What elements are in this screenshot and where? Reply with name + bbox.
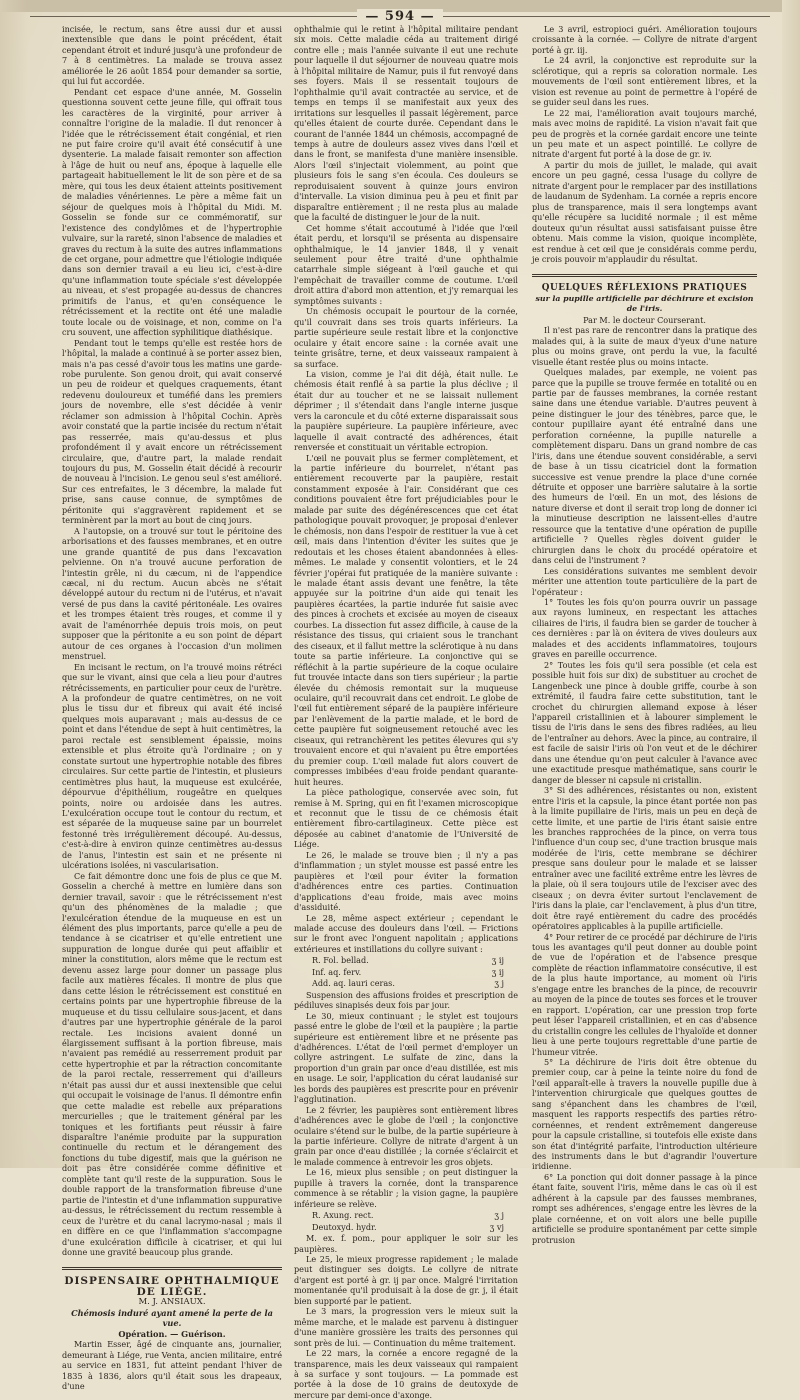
paragraph: Un chémosis occupait le pourtour de la cornée, qu'il couvrait dans ses trois quarts inférieurs. La partie supérieure seule restait libre et la conjonctive oculaire y était encore saine : la cornée avait une teinte grisâtre, terne, et deux vaisseaux rampaient à sa surface. bbox=[294, 306, 518, 369]
paragraph: 6° La ponction qui doit donner passage à la pince étant faite, souvent l'iris, même dans le cas où il est adhérent à la capsule par des fausses membranes, rompt ses adhérences, s'engage entre les lèvres de la plaie cornéenne, et on voit alors une belle pupille artificielle se produire spontanément par cette simple protrusion bbox=[532, 1171, 757, 1245]
paragraph: La vision, comme je l'ai dit déjà, était nulle. Le chémosis était renflé à sa partie la plus déclive ; il était dur au toucher et ne se laissait nullement déprimer ; il s'étendait dans l'angle interne jusque vers la caroncule et du côté externe disparaissait sous la paupière supérieure. La paupière inférieure, avec laquelle il avait contracté des adhérences, était renversée et constituait un véritable ectropion. bbox=[294, 368, 518, 453]
paragraph: M. ex. f. pom., pour appliquer le soir sur les paupières. bbox=[294, 1233, 518, 1254]
paragraph: La pièce pathologique, conservée avec soin, fut remise à M. Spring, qui en fit l'examen microscopique et reconnut que le tissu de ce chémosis était entièrement fibro-cartilagineux. Cette pièce est déposée au cabinet d'anatomie de l'Université de Liége. bbox=[294, 787, 518, 850]
paragraph: Quelques malades, par exemple, ne voient pas parce que la pupille se trouve fermée en totalité ou en partie par de fausses membranes, la cornée restant saine dans une étendue variable. D'autres peuvent à peine distinguer le jour des ténèbres, parce que, le contour pupillaire ayant été entraîné dans une perforation cornéenne, la pupille naturelle a complètement disparu. Dans un grand nombre de cas l'iris, dans une étendue souvent considérable, a servi de base à un tissu cicatriciel dont la formation successive est venue prendre la place d'une cornée détruite et opposer une barrière salutaire à la sortie des humeurs de l'œil. En un mot, des lésions de nature diverse et dont il serait trop long de donner ici la minutieuse description ne laissent-elles d'autre ressource que la tentative d'une opération de pupille artificielle ? Quelles règles doivent guider le chirurgien dans le choix du procédé opératoire et dans celui de l'instrument ? bbox=[532, 367, 757, 566]
section-divider bbox=[62, 1267, 282, 1270]
paragraph: Il n'est pas rare de rencontrer dans la pratique des malades qui, à la suite de maux d'yeux d'une nature plus ou moins grave, ont perdu la vue, la faculté visuelle étant restée plus ou moins intacte. bbox=[532, 325, 757, 367]
prescription-line: Inf. aq. ferv. ʒ ij bbox=[312, 966, 504, 977]
paragraph: Le 2 février, les paupières sont entièrement libres d'adhérences avec le globe de l'œil ; la conjonctive oculaire s'étend sur le bulbe, de la partie supérieure à la partie inférieure. Collyre de nitrate d'argent à un grain par once d'eau distillée ; la cornée s'éclaircit et le malade commence à entrevoir les gros objets. bbox=[294, 1104, 518, 1167]
paragraph: L'œil ne pouvait plus se fermer complètement, et la partie inférieure du bourrelet, n'étant pas entièrement recouverte par la paupière, restait constamment exposée à l'air. Considérant que ces conditions pouvaient être fort préjudiciables pour le malade par suite des dégénérescences que cet état pathologique pouvait provoquer, je proposai d'enlever le chémosis, non dans l'espoir de restituer la vue à cet œil, mais dans l'intention d'éviter les suites que je redoutais et les choses étaient abandonnées à elles-mêmes. Le malade y consentit volontiers, et le 24 février j'opérai fut pratiquée de la manière suivante : le malade étant assis devant une fenêtre, la tête appuyée sur la poitrine d'un aide qui tenait les paupières écartées, la partie indurée fut saisie avec des pinces à crochets et excisée au moyen de ciseaux courbes. La dissection fut assez difficile, à cause de la résistance des tissus, qui criaient sous le tranchant des ciseaux, et il fallut mettre la sclérotique à nu dans toute sa partie inférieure. La conjonctive qui se réfléchit à la partie supérieure de la coque oculaire fut trouvée intacte dans son tiers supérieur ; la partie élevée du chémosis remontait sur la muqueuse oculaire, qu'il recouvrait dans cet endroit. Le globe de l'œil fut entièrement séparé de la paupière inférieure par l'enlèvement de la partie malade, et le bord de cette paupière fut soigneusement retouché avec les ciseaux, qui retranchèrent les petites élevures qui s'y trouvaient encore et qui n'avaient pu être emportées du premier coup. L'œil malade fut alors couvert de compresses imbibées d'eau froide pendant quarante-huit heures. bbox=[294, 452, 518, 787]
section-author: M. J. ANSIAUX. bbox=[138, 1297, 206, 1308]
column-3 bbox=[532, 24, 758, 1245]
paragraph: ophthalmie qui le retint à l'hôpital militaire pendant six mois. Cette maladie céda au traitement dirigé contre elle ; mais l'année suivante il eut une rechute pour laquelle il dut séjourner de nouveau quatre mois à l'hôpital militaire de Namur, puis il fut renvoyé dans ses foyers. Mais il se ressentait toujours de l'ophthalmie qu'il avait contractée au service, et de temps en temps il se manifestait aux yeux des irritations sur lesquelles il passait légèrement, parce qu'elles étaient de courte durée. Cependant dans le courant de l'année 1844 un chémosis, accompagné de temps à autre de douleurs assez vives dans l'œil et dans le front, se manifesta d'une manière insensible. Alors l'œil s'injectait violemment, au point que plusieurs fois le sang s'en écoula. Ces douleurs se reproduisaient souvent à quinze jours environ d'intervalle. La vision diminua peu à peu et finit par disparaître entièrement ; il ne resta plus au malade que la faculté de distinguer le jour de la nuit. bbox=[294, 24, 518, 223]
paragraph: Le 3 avril, estropioci guéri. Amélioration toujours croissante à la cornée. — Collyre de nitrate d'argent porté à gr. iij. bbox=[532, 24, 757, 55]
binding-shadow bbox=[0, 0, 28, 1168]
section-divider bbox=[532, 274, 757, 277]
prescription-line: Deutoxyd. hydr. ʒ vj bbox=[312, 1221, 504, 1232]
paragraph: Pendant tout le temps qu'elle est restée hors de l'hôpital, la malade a continué à se porter assez bien, mais n'a pas cessé d'avoir tous les matins une garde-robe purulente. Son genou droit, qui avait conservé un peu de roideur et quelques craquements, étant redevenu douloureux et tuméfié dans les premiers jours de novembre, elle s'est décidée à venir réclamer son admission à l'hôpital Cochin. Après avoir constaté que la partie incisée du rectum n'était pas resserrée, mais qu'au-dessus et plus profondément il y avait encore un rétrécissement circulaire, que, d'autre part, la malade rendait toujours du pus, M. Gosselin était décidé à recourir de nouveau à l'incision. Le genou seul s'est amélioré. Sur ces entrefaites, le 3 décembre, la malade fut prise, sans cause connue, de symptômes de péritonite qui s'aggravèrent rapidement et se terminèrent par la mort au bout de cinq jours. bbox=[62, 337, 282, 526]
column-1 bbox=[62, 24, 282, 1391]
paragraph: Les considérations suivantes me semblent devoir mériter une attention toute particulière de la part de l'opérateur : bbox=[532, 565, 757, 597]
section-subtitle: sur la pupille artificielle par déchirure et excision de l'iris. bbox=[535, 293, 754, 314]
paragraph: Le 22 mars, la cornée a encore regagné de la transparence, mais les deux vaisseaux qui rampaient à sa surface y sont toujours. — La pommade est portée à la dose de 10 grains de deutoxyde de mercure par demi-once d'axonge. bbox=[294, 1348, 518, 1400]
column-2 bbox=[294, 24, 518, 1400]
paragraph: En incisant le rectum, on l'a trouvé moins rétréci que sur le vivant, ainsi que cela a lieu pour d'autres rétrécissements, en particulier pour ceux de l'urètre. A la profondeur de quatre centimètres, on ne voit plus le tissu dur et fibreux qui avait été incisé quelques mois auparavant ; mais au-dessus de ce point et dans l'étendue de sept à huit centimètres, la paroi rectale est sensiblement épaissie, moins extensible et plus étroite qu'à l'ordinaire ; on y constate surtout une hypertrophie notable des fibres circulaires. Sur cette partie de l'intestin, et plusieurs centimètres plus haut, la muqueuse est exulcérée, dépourvue d'épithélium, rougeâtre en quelques points, noire ou ardoisée dans les autres. L'exulcération occupe tout le contour du rectum, et est séparée de la muqueuse saine par un bourrelet festonné très irrégulièrement découpé. Au-dessus, c'est-à-dire à environ quinze centimètres au-dessus de l'anus, l'intestin est sain et ne présente ni ulcérations isolées, ni vascularisation. bbox=[62, 661, 282, 871]
paragraph: Le 22 mai, l'amélioration avait toujours marché, mais avec moins de rapidité. La vision n'avait fait que peu de progrès et la cornée gardait encore une teinte un peu mate et un aspect pointillé. Le collyre de nitrate d'argent fut porté à la dose de gr. iv. bbox=[532, 107, 757, 160]
paragraph: 5° La déchirure de l'iris doit être obtenue du premier coup, car à peine la teinte noire du fond de l'œil apparaît-elle à travers la nouvelle pupille due à l'intervention chirurgicale que quelques gouttes de sang s'épanchent dans les chambres de l'œil, masquent les rapports respectifs des parties rétro-cornéennes, et rendent extrêmement dangereuse pour la capsule cristalline, si toutefois elle existe dans son état d'intégrité parfaite, l'introduction ultérieure des instruments dans le but d'agrandir l'ouverture iridienne. bbox=[532, 1056, 757, 1172]
section-title: DISPENSAIRE OPHTHALMIQUE DE LIÈGE. bbox=[64, 1275, 280, 1298]
paragraph: A l'autopsie, on a trouvé sur tout le péritoine des arborisations et des fausses membranes, et en outre une grande quantité de pus dans l'excavation pelvienne. On n'a trouvé aucune perforation de l'intestin grêle, ni du cæcum, ni de l'appendice cæcal, ni du rectum. Aucun abcès ne s'était développé autour du rectum ni de l'utérus, et n'avait versé de pus dans la cavité péritonéale. Les ovaires et les trompes étaient très rouges, et comme il y avait de l'aménorrhée depuis trois mois, on peut supposer que la péritonite a eu son point de départ autour de ces organes à l'occasion d'un molimen menstruel. bbox=[62, 525, 282, 662]
paragraph: Le 3 mars, la progression vers le mieux suit la même marche, et le malade est parvenu à distinguer d'une manière grossière les traits des personnes qui sont près de lui. — Continuation du même traitement. bbox=[294, 1306, 518, 1348]
prescription-line: R. Axung. rect. ʒ j bbox=[312, 1210, 504, 1221]
paragraph: Le 28, même aspect extérieur ; cependant le malade accuse des douleurs dans l'œil. — Frictions sur le front avec l'onguent napolitain ; applications extérieures et instillations du collyre suivant : bbox=[294, 912, 518, 954]
paragraph: 3° Si des adhérences, résistantes ou non, existent entre l'iris et la capsule, la pince étant portée non pas à la limite pupillaire de l'iris, mais un peu en deçà de cette limite, et une partie de l'iris étant saisie entre les branches rapprochées de la pince, on verra tous l'influence d'un coup sec, d'une traction brusque mais modérée de l'iris, cette membrane se déchirer presque sans douleur pour le malade et se laisser entraîner avec une facilité extrême entre les lèvres de la plaie, où il sera toujours utile de l'exciser avec des ciseaux ; on devra éviter surtout l'enclavement de l'iris dans la plaie, car l'enclavement, à plus d'un titre, doit être rayé entièrement du cadre des procédés opératoires applicables à la pupille artificielle. bbox=[532, 785, 757, 932]
prescription-line: R. Fol. bellad. ʒ ij bbox=[312, 955, 504, 966]
paragraph: Ce fait démontre donc une fois de plus ce que M. Gosselin a cherché à mettre en lumière dans son dernier travail, savoir : que le rétrécissement n'est qu'un des phénomènes de la maladie ; que l'exulcération étendue de la muqueuse en est un élément des plus importants, parce qu'elle a peu de tendance à se cicatriser et qu'elle entretient une suppuration de longue durée qui peut affaiblir et miner la constitution, alors même que le rectum est devenu assez large pour donner un passage plus facile aux matières fécales. Il montre de plus que dans cette lésion le rétrécissement est constitué en certains points par une hypertrophie fibreuse de la muqueuse et du tissu cellulaire sous-jacent, et dans d'autres par une hypertrophie générale de la paroi rectale. Les incisions avaient donné un élargissement suffisant à la portion fibreuse, mais n'avaient pas remédié au resserrement produit par cette hypertrophie et par la rétraction concomitante de la paroi rectale, resserrement qui d'ailleurs n'était pas aussi dur et aussi inextensible que celui qui occupait le voisinage de l'anus. Il démontre enfin que cette maladie est rebelle aux préparations mercurielles ; que le traitement général par les toniques et les fortifiants peut réussir à faire disparaître l'anémie produite par la suppuration continuelle du rectum et le dérangement des fonctions du tube digestif, mais que la guérison ne doit pas être considérée comme définitive et complète tant qu'il reste de la suppuration. Sous le double rapport de la transformation fibreuse d'une partie de l'intestin et d'une inflammation suppurative au-dessus, le rétrécissement du rectum ressemble à ceux de l'urètre et du canal lacrymo-nasal ; mais il en diffère en ce que l'inflammation s'accompagne d'une exulcération difficile à cicatriser, et qui lui donne une gravité beaucoup plus grande. bbox=[62, 870, 282, 1258]
paragraph: 2° Toutes les fois qu'il sera possible (et cela est possible huit fois sur dix) de substituer au crochet de Langenbeck une pince à double griffe, courbe à son extrémité, il faudra faire cette substitution, tant le crochet du chirurgien allemand expose à léser l'appareil cristallinien et à labourer simplement le tissu de l'iris dans le sens des fibres radiées, au lieu de l'entraîner au dehors. Avec la pince, au contraire, il est facile de saisir l'iris où l'on veut et de le déchirer dans une étendue qu'on peut calculer à l'avance avec une exactitude presque mathématique, sans courir le danger de blesser ni capsule ni cristallin. bbox=[532, 659, 757, 785]
right-page-edge bbox=[782, 0, 800, 1168]
paragraph: Le 24 avril, la conjonctive est reproduite sur la sclérotique, qui a repris sa coloration normale. Les mouvements de l'œil sont entièrement libres, et la vision est revenue au point de permettre à l'opéré de se guider seul dans les rues. bbox=[532, 55, 757, 108]
paragraph: Pendant cet espace d'une année, M. Gosselin questionna souvent cette jeune fille, qui offrait tous les caractères de la virginité, pour arriver à connaître l'origine de la maladie. Il dut renoncer à l'idée que le rétrécissement était congénial, et rien ne put faire croire qu'il avait été consécutif à une dysenterie. La malade faisait remonter son affection à l'âge de huit ou neuf ans, époque à laquelle elle partageait habituellement le lit de son père et de sa mère, qui tous les deux étaient atteints positivement de maladies vénériennes. Le père a même fait un séjour de quelques mois à l'hôpital du Midi. M. Gosselin se fonde sur ce commémoratif, sur l'existence des condylômes et de l'hypertrophie vulvaire, sur la rareté, sinon l'absence de maladies et graves du rectum à la suite des autres inflammations de cet organe, pour admettre que l'étiologie indiquée dans son dernier travail a eu lieu ici, c'est-à-dire qu'une inflammation toute spéciale s'est développée au niveau, et s'est propagée au-dessus de chancres primitifs de l'anus, et qu'en conséquence le rétrécissement et la rectite ont été une maladie toute locale ou de voisinage, et non, comme on l'a cru souvent, une affection syphilitique diathésique. bbox=[62, 86, 282, 338]
prescription-line: Add. aq. lauri ceras. ʒ j bbox=[312, 978, 504, 989]
paragraph: Martin Esser, âgé de cinquante ans, journalier, demeurant à Liége, rue Venta, ancien militaire, entré au service en 1831, fut atteint pendant l'hiver de 1835 à 1836, alors qu'il était sous les drapeaux, d'une bbox=[62, 1339, 282, 1391]
paragraph: Le 25, le mieux progresse rapidement ; le malade peut distinguer ses doigts. Le collyre de nitrate d'argent est porté à gr. ij par once. Malgré l'irritation momentanée qu'il produisait à la dose de gr. j, il était bien supporté par le patient. bbox=[294, 1254, 518, 1306]
page-number: — 594 — bbox=[0, 9, 800, 24]
paragraph: incisée, le rectum, sans être aussi dur et aussi inextensible que dans le point précédent, était cependant étroit et induré jusqu'à une profondeur de 7 à 8 centimètres. La malade se trouva assez améliorée le 26 août 1854 pour demander sa sortie, qui lui fut accordée. bbox=[62, 24, 282, 87]
paragraph: 1° Toutes les fois qu'on pourra ouvrir un passage aux rayons lumineux, en respectant les attaches ciliaires de l'iris, il faudra bien se garder de toucher à ces dernières : par là on évitera de vives douleurs aux malades et des accidents inflammatoires, toujours graves en pareille occurrence. bbox=[532, 597, 757, 660]
paragraph: Le 26, le malade se trouve bien ; il n'y a pas d'inflammation ; un stylet mousse est passé entre les paupières et l'œil pour éviter la formation d'adhérences entre ces parties. Continuation d'applications d'eau froide, mais avec moins d'assiduité. bbox=[294, 849, 518, 913]
case-subtitle: Opération. — Guérison. bbox=[118, 1328, 226, 1339]
paragraph: Le 30, mieux continuant ; le stylet est toujours passé entre le globe de l'œil et la paupière ; la partie supérieure est entièrement libre et ne présente pas d'adhérences. L'état de l'œil permet d'employer un collyre astringent. Le sulfate de zinc, dans la proportion d'un grain par once d'eau distillée, est mis en usage. Le soir, l'application du cérat laudanisé sur les bords des paupières est prescrite pour en prévenir l'agglutination. bbox=[294, 1010, 518, 1105]
case-title: Chémosis induré ayant amené la perte de la vue. bbox=[71, 1307, 273, 1329]
paragraph: Cet homme s'était accoutumé à l'idée que l'œil était perdu, et lorsqu'il se présenta au dispensaire ophthalmique, le 14 janvier 1848, il y venait seulement pour être traité d'une ophthalmie catarrhale simple siégeant à l'œil gauche et qui l'empêchait de travailler comme de coutume. L'œil droit attira d'abord mon attention, et j'y remarquai les symptômes suivants : bbox=[294, 222, 518, 306]
section-author: Par M. le docteur Courserant. bbox=[583, 314, 706, 325]
paragraph: Suspension des affusions froides et prescription de pédiluves sinapisés deux fois par jour. bbox=[294, 989, 518, 1011]
paragraph: A partir du mois de juillet, le malade, qui avait encore un peu gagné, cessa l'usage du collyre de nitrate d'argent pour le remplacer par des instillations de laudanum de Sydenham. La cornée a repris encore plus de transparence, mais il sera longtemps avant qu'elle récupère sa lucidité normale ; il est même douteux qu'un résultat aussi satisfaisant puisse être obtenu. Mais comme la vision, quoique incomplète, est rendue à cet œil que je considérais comme perdu, je crois pouvoir m'applaudir du résultat. bbox=[532, 159, 757, 264]
section-title: QUELQUES RÉFLEXIONS PRATIQUES bbox=[541, 283, 748, 294]
paragraph: 4° Pour retirer de ce procédé par déchirure de l'iris tous les avantages qu'il peut donner au double point de vue de l'opération et de l'absence presque complète de réaction inflammatoire consécutive, il est de la plus haute importance, au moment où l'iris s'engage entre les branches de la pince, de recouvrir au moyen de la pince de toutes ses forces et le trouver en rapport. L'opération, car une pression trop forte peut léser l'appareil cristallinien, et en cas d'absence du cristallin congre les cellules de l'hyaloïde et donner lieu à une perte toujours regrettable d'une partie de l'humeur vitrée. bbox=[532, 931, 758, 1057]
paragraph: Le 16, mieux plus sensible ; on peut distinguer la pupille à travers la cornée, dont la transparence commence à se rétablir ; la vision gagne, la paupière inférieure se relève. bbox=[294, 1167, 518, 1209]
